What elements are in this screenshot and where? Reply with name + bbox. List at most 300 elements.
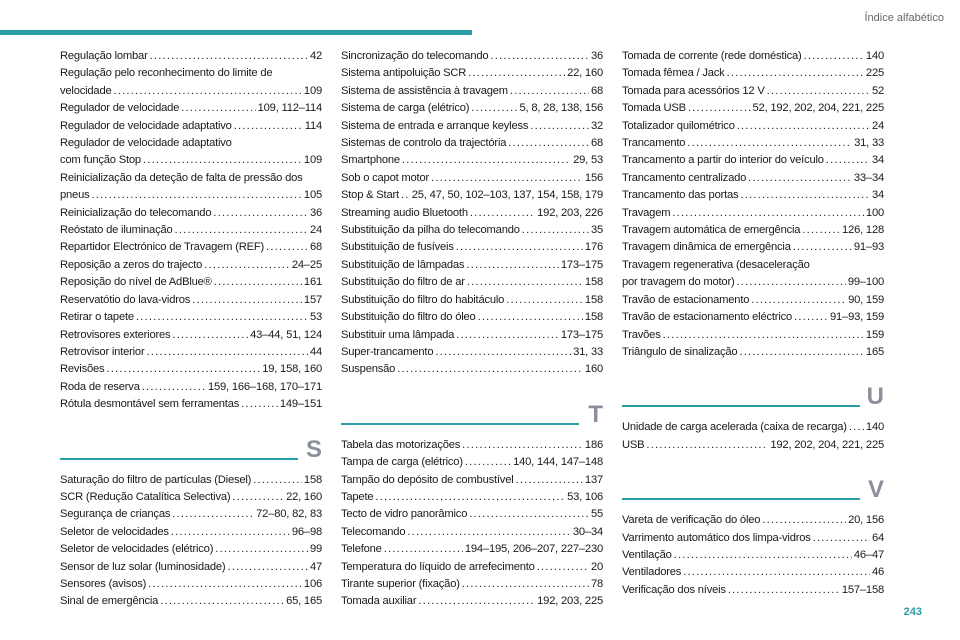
index-term: Vareta de verificação do óleo — [622, 514, 761, 527]
page-reference[interactable]: 19, 158, 160 — [262, 363, 322, 376]
index-term: Travão de estacionamento — [622, 293, 750, 306]
page-reference[interactable]: 33–34 — [853, 171, 884, 184]
index-term: Triângulo de sinalização — [622, 345, 738, 358]
index-entry — [341, 559, 603, 576]
index-entry-line — [60, 118, 322, 135]
section-heading — [622, 464, 884, 512]
index-entry-line — [341, 489, 603, 506]
index-term: Trancamento a partir do interior do veículo — [622, 154, 824, 167]
page-reference[interactable]: 159, 166–168, 170–171 — [207, 380, 322, 393]
page-reference[interactable]: 156 — [584, 171, 603, 184]
index-entry — [622, 344, 884, 361]
index-term: Sistema de assistência à travagem — [341, 84, 508, 97]
index-entry — [60, 65, 322, 100]
index-entry — [60, 48, 322, 65]
page-reference[interactable]: 105 — [303, 189, 322, 202]
index-term: Substituir uma lâmpada — [341, 328, 455, 341]
page-reference[interactable]: 192, 202, 204, 221, 225 — [770, 438, 884, 451]
index-entry-line — [341, 541, 603, 558]
index-entry-line — [60, 309, 322, 326]
section-letter: V — [867, 476, 884, 504]
index-entry — [60, 361, 322, 378]
page-reference[interactable]: 22, 160 — [567, 67, 603, 80]
index-entry-line — [60, 576, 322, 593]
page-reference[interactable]: 109, 112–114 — [257, 102, 322, 115]
index-term: Substituição do filtro do óleo — [341, 311, 476, 324]
index-term: Reposição a zeros do trajecto — [60, 258, 203, 271]
index-entry — [622, 205, 884, 222]
index-entry-line — [622, 205, 884, 222]
index-term: Rótula desmontável sem ferramentas — [60, 398, 240, 411]
leader-dots — [407, 524, 571, 541]
index-entry-line — [60, 524, 322, 541]
index-entry — [341, 100, 603, 117]
page-reference[interactable]: 160 — [584, 363, 603, 376]
page-reference[interactable]: 25, 47, 50, 102–103, 137, 154, 158, 179 — [411, 189, 603, 202]
index-term: Substituição do filtro de ar — [341, 276, 465, 289]
index-entry-line — [60, 100, 322, 117]
leader-dots — [646, 437, 768, 454]
page-reference[interactable]: 192, 203, 225 — [537, 595, 603, 608]
index-entry — [60, 239, 322, 256]
index-entry-line — [341, 48, 603, 65]
index-term: Ventilação — [622, 548, 672, 561]
index-entry — [622, 547, 884, 564]
index-entry-line — [622, 152, 884, 169]
page-reference[interactable]: 149–151 — [279, 398, 322, 411]
index-entry-line — [60, 257, 322, 274]
index-term: SCR (Redução Catalítica Selectiva) — [60, 490, 231, 503]
index-entry-line — [341, 361, 603, 378]
index-term: Varrimento automático dos limpa-vidros — [622, 531, 811, 544]
page-reference[interactable]: 173–175 — [560, 328, 603, 341]
index-entry-line — [341, 292, 603, 309]
page-reference[interactable]: 46 — [871, 566, 884, 579]
index-entry — [622, 222, 884, 239]
index-term: Sensores (avisos) — [60, 577, 147, 590]
leader-dots — [462, 437, 583, 454]
index-term: Stop & Start — [341, 189, 399, 202]
index-entry-line — [60, 292, 322, 309]
index-entry-line — [622, 512, 884, 529]
index-term: Seletor de velocidades (elétrico) — [60, 543, 214, 556]
index-term: Suspensão — [341, 363, 396, 376]
index-entry-line — [341, 152, 603, 169]
leader-dots — [435, 344, 571, 361]
leader-dots — [175, 222, 308, 239]
page-reference[interactable]: 91–93, 159 — [830, 311, 884, 324]
leader-dots — [192, 292, 302, 309]
index-entry-line — [341, 593, 603, 610]
page-reference[interactable]: 24 — [309, 224, 322, 237]
page-reference[interactable]: 109 — [303, 84, 322, 97]
index-term: Roda de reserva — [60, 380, 140, 393]
page-reference[interactable]: 24–25 — [291, 258, 322, 271]
index-entry-line — [341, 100, 603, 117]
index-entry — [60, 170, 322, 205]
index-term: Sistema de carga (elétrico) — [341, 102, 470, 115]
index-entry-line — [622, 48, 884, 65]
leader-dots — [826, 152, 870, 169]
leader-dots — [401, 187, 410, 204]
index-entry — [341, 274, 603, 291]
index-term: Sinal de emergência — [60, 595, 159, 608]
index-entry-line — [622, 274, 884, 291]
index-entry — [341, 83, 603, 100]
index-entry — [341, 118, 603, 135]
index-term: Super-trancamento — [341, 345, 434, 358]
top-accent-bar — [0, 30, 472, 35]
page-reference[interactable]: 43–44, 51, 124 — [250, 328, 322, 341]
index-term: Substituição da pilha do telecomando — [341, 224, 520, 237]
index-term: Substituição de fusíveis — [341, 241, 454, 254]
page-reference[interactable]: 22, 160 — [286, 490, 322, 503]
page-reference[interactable]: 106 — [303, 577, 322, 590]
index-entry — [341, 222, 603, 239]
index-entry-line — [341, 222, 603, 239]
page-reference[interactable]: 53 — [309, 311, 322, 324]
leader-dots — [751, 292, 846, 309]
index-entry-line — [60, 396, 322, 413]
page-reference[interactable]: 96–98 — [291, 525, 322, 538]
index-term: Trancamento centralizado — [622, 171, 747, 184]
leader-dots — [469, 506, 589, 523]
index-term: Regulador de velocidade — [60, 102, 180, 115]
leader-dots — [171, 524, 290, 541]
page-reference[interactable]: 173–175 — [560, 258, 603, 271]
index-entry-line — [60, 187, 322, 204]
page-reference[interactable]: 192, 203, 226 — [537, 206, 603, 219]
index-term: Repartidor Electrónico de Travagem (REF) — [60, 241, 265, 254]
index-entry-line — [60, 559, 322, 576]
index-term: Tomada auxiliar — [341, 595, 417, 608]
page-reference[interactable]: 29, 53 — [573, 154, 603, 167]
leader-dots — [150, 48, 308, 65]
page-reference[interactable]: 46–47 — [853, 548, 884, 561]
page-reference[interactable]: 31, 33 — [854, 137, 884, 150]
index-term: Tecto de vidro panorâmico — [341, 508, 468, 521]
leader-dots — [687, 135, 852, 152]
index-entry-line — [341, 65, 603, 82]
index-entry-line — [622, 419, 884, 436]
page-reference[interactable]: 100 — [865, 206, 884, 219]
index-entry — [622, 437, 884, 454]
leader-dots — [146, 344, 307, 361]
page-reference[interactable]: 140, 144, 147–148 — [513, 456, 603, 469]
leader-dots — [804, 48, 864, 65]
index-entry — [60, 257, 322, 274]
index-entry — [341, 327, 603, 344]
index-entry — [60, 593, 322, 610]
index-entry — [622, 170, 884, 187]
page-reference[interactable]: 114 — [304, 119, 322, 132]
page-reference[interactable]: 68 — [309, 241, 322, 254]
index-entry-line — [341, 309, 603, 326]
index-column-3 — [622, 48, 884, 599]
index-term: Seletor de velocidades — [60, 525, 169, 538]
page-reference[interactable]: 35 — [590, 224, 603, 237]
leader-dots — [762, 512, 846, 529]
leader-dots — [214, 274, 302, 291]
index-entry — [341, 205, 603, 222]
index-term: por travagem do motor) — [622, 276, 735, 289]
index-entry-line — [622, 564, 884, 581]
index-entry-line — [622, 135, 884, 152]
index-entry — [341, 344, 603, 361]
index-entry-line — [60, 48, 322, 65]
index-term: Sincronização do telecomando — [341, 50, 489, 62]
page-reference[interactable]: 157 — [303, 293, 322, 306]
index-entry-line — [622, 100, 884, 117]
index-entry — [341, 170, 603, 187]
index-entry-line — [60, 274, 322, 291]
index-entry — [341, 309, 603, 326]
index-entry — [60, 506, 322, 523]
page-reference[interactable]: 55 — [590, 508, 603, 521]
page-reference[interactable]: 72–80, 82, 83 — [256, 508, 322, 521]
index-term: Tampão do depósito de combustível — [341, 473, 514, 486]
leader-dots — [767, 83, 870, 100]
section-heading — [341, 389, 603, 437]
page-reference[interactable]: 140 — [865, 50, 884, 62]
page-reference[interactable]: 158 — [584, 293, 603, 306]
index-entry-line — [60, 83, 322, 100]
leader-dots — [160, 593, 284, 610]
index-term: Reinicialização da deteção de falta de pressão dos — [60, 171, 303, 184]
page-reference[interactable]: 53, 106 — [567, 490, 603, 503]
index-entry — [622, 512, 884, 529]
index-entry-line — [622, 222, 884, 239]
page-reference[interactable]: 30–34 — [572, 525, 603, 538]
index-entry-line — [622, 344, 884, 361]
index-term: Streaming audio Bluetooth — [341, 206, 468, 219]
index-term: Sistema de entrada e arranque keyless — [341, 119, 529, 132]
index-entry-line — [60, 593, 322, 610]
page-reference[interactable]: 99–100 — [847, 276, 884, 289]
index-entry-line — [60, 489, 322, 506]
index-term: Retrovisores exteriores — [60, 328, 171, 341]
index-entry — [60, 100, 322, 117]
leader-dots — [849, 419, 864, 436]
index-entry-line — [622, 547, 884, 564]
index-entry — [622, 327, 884, 344]
page-reference[interactable]: 68 — [590, 84, 603, 97]
leader-dots — [456, 327, 559, 344]
page-reference[interactable]: 225 — [865, 67, 884, 80]
index-entry-line — [60, 327, 322, 344]
index-entry-line — [341, 83, 603, 100]
index-entry — [60, 541, 322, 558]
index-term: com função Stop — [60, 154, 141, 167]
leader-dots — [148, 576, 302, 593]
index-term: velocidade — [60, 84, 112, 97]
index-entry-line — [60, 506, 322, 523]
leader-dots — [402, 152, 571, 169]
leader-dots — [508, 135, 589, 152]
index-term: Travões — [622, 328, 661, 341]
page-reference[interactable]: 158 — [303, 473, 322, 486]
leader-dots — [727, 65, 864, 82]
section-heading — [60, 424, 322, 472]
index-term: Segurança de crianças — [60, 508, 171, 521]
leader-dots — [213, 205, 308, 222]
index-entry-line — [622, 170, 884, 187]
index-entry — [622, 257, 884, 292]
page-reference[interactable]: 52 — [871, 84, 884, 97]
index-entry — [60, 327, 322, 344]
index-term: Travagem — [622, 206, 671, 219]
index-term: Regulação lombar — [60, 50, 148, 62]
leader-dots — [91, 187, 301, 204]
index-term: Sob o capot motor — [341, 171, 430, 184]
index-term: Reposição do nível de AdBlue® — [60, 276, 212, 289]
index-term: Regulação pelo reconhecimento do limite de — [60, 67, 273, 80]
leader-dots — [530, 118, 589, 135]
index-entry — [60, 222, 322, 239]
index-entry — [60, 489, 322, 506]
index-entry — [341, 239, 603, 256]
page-reference[interactable]: 47 — [309, 560, 322, 573]
index-term: Telefone — [341, 543, 382, 556]
index-entry — [622, 564, 884, 581]
leader-dots — [215, 541, 308, 558]
leader-dots — [418, 593, 535, 610]
leader-dots — [232, 489, 284, 506]
index-term: Ventiladores — [622, 566, 682, 579]
page-reference[interactable]: 194–195, 206–207, 227–230 — [464, 543, 603, 556]
leader-dots — [510, 83, 589, 100]
index-term: Tirante superior (fixação) — [341, 577, 460, 590]
page-reference[interactable]: 20, 156 — [848, 514, 884, 527]
index-term: Travagem regenerativa (desaceleração — [622, 258, 810, 271]
page-reference[interactable]: 32 — [590, 119, 603, 132]
index-entry-line — [622, 327, 884, 344]
page-reference[interactable]: 20 — [590, 560, 603, 573]
index-entry-line — [622, 437, 884, 454]
leader-dots — [204, 257, 290, 274]
leader-dots — [172, 506, 254, 523]
page-reference[interactable]: 161 — [303, 276, 322, 289]
index-entry — [341, 437, 603, 454]
leader-dots — [470, 205, 535, 222]
page-reference[interactable]: 36 — [309, 206, 322, 219]
page-reference[interactable]: 68 — [590, 137, 603, 150]
leader-dots — [462, 576, 589, 593]
leader-dots — [537, 559, 589, 576]
page-reference[interactable]: 65, 165 — [286, 595, 322, 608]
index-entry — [341, 257, 603, 274]
index-entry — [622, 83, 884, 100]
page-reference[interactable]: 140 — [865, 421, 884, 434]
page-reference[interactable]: 157–158 — [841, 583, 884, 596]
leader-dots — [471, 100, 517, 117]
index-term: Smartphone — [341, 154, 400, 167]
page-reference[interactable]: 34 — [871, 154, 884, 167]
section-rule — [60, 458, 298, 460]
index-entry — [60, 379, 322, 396]
section-rule — [622, 405, 860, 407]
leader-dots — [478, 309, 583, 326]
index-entry — [341, 135, 603, 152]
leader-dots — [737, 118, 870, 135]
leader-dots — [467, 274, 583, 291]
page-reference[interactable]: 91–93 — [853, 241, 884, 254]
page-reference[interactable]: 159 — [865, 328, 884, 341]
leader-dots — [266, 239, 308, 256]
leader-dots — [466, 257, 559, 274]
leader-dots — [456, 239, 583, 256]
page-reference[interactable]: 44 — [309, 345, 322, 358]
leader-dots — [106, 361, 260, 378]
leader-dots — [802, 222, 840, 239]
index-entry-line — [60, 239, 322, 256]
page-reference[interactable]: 34 — [871, 189, 884, 202]
index-entry-line — [622, 292, 884, 309]
index-entry — [341, 576, 603, 593]
page-reference[interactable]: 64 — [871, 531, 884, 544]
index-term: Tampa de carga (elétrico) — [341, 456, 463, 469]
index-term: Temperatura do líquido de arrefecimento — [341, 560, 535, 573]
page-reference[interactable]: 137 — [584, 473, 603, 486]
leader-dots — [375, 489, 565, 506]
index-term: Saturação do filtro de partículas (Diesel) — [60, 473, 252, 486]
index-entry — [341, 361, 603, 378]
page-reference[interactable]: 5, 8, 28, 138, 156 — [519, 102, 603, 115]
page-reference[interactable]: 158 — [584, 311, 603, 324]
section-letter: T — [588, 400, 603, 428]
page-reference[interactable]: 36 — [590, 50, 603, 62]
page-reference[interactable]: 176 — [584, 241, 603, 254]
page-reference[interactable]: 165 — [865, 345, 884, 358]
page-reference[interactable]: 158 — [584, 276, 603, 289]
page-reference[interactable]: 24 — [871, 119, 884, 132]
page-reference[interactable]: 31, 33 — [573, 345, 603, 358]
index-term: Tomada de corrente (rede doméstica) — [622, 50, 802, 62]
index-entry — [341, 48, 603, 65]
index-entry-line — [341, 135, 603, 152]
leader-dots — [739, 344, 863, 361]
index-entry — [60, 135, 322, 170]
index-entry — [622, 48, 884, 65]
index-term: Travagem automática de emergência — [622, 224, 801, 237]
index-term: Totalizador quilométrico — [622, 119, 735, 132]
page-reference[interactable]: 109 — [303, 154, 322, 167]
page-reference[interactable]: 126, 128 — [842, 224, 884, 237]
index-entry-line — [341, 454, 603, 471]
page-reference[interactable]: 186 — [584, 438, 603, 451]
page-reference[interactable]: 99 — [309, 543, 322, 556]
page-reference[interactable]: 52, 192, 202, 204, 221, 225 — [752, 102, 884, 115]
index-entry-line — [341, 274, 603, 291]
index-entry — [341, 506, 603, 523]
page-reference[interactable]: 90, 159 — [848, 293, 884, 306]
index-entry — [60, 205, 322, 222]
index-entry — [622, 152, 884, 169]
leader-dots — [468, 65, 565, 82]
index-entry-line — [60, 344, 322, 361]
leader-dots — [663, 327, 864, 344]
leader-dots — [740, 187, 870, 204]
leader-dots — [143, 152, 302, 169]
index-column-2 — [341, 48, 603, 611]
index-term: Revisões — [60, 363, 105, 376]
index-term: Sensor de luz solar (luminosidade) — [60, 560, 226, 573]
index-entry-line — [341, 327, 603, 344]
page-reference[interactable]: 78 — [590, 577, 603, 590]
leader-dots — [688, 100, 751, 117]
index-column-1 — [60, 48, 322, 611]
page-reference[interactable]: 42 — [309, 50, 322, 62]
